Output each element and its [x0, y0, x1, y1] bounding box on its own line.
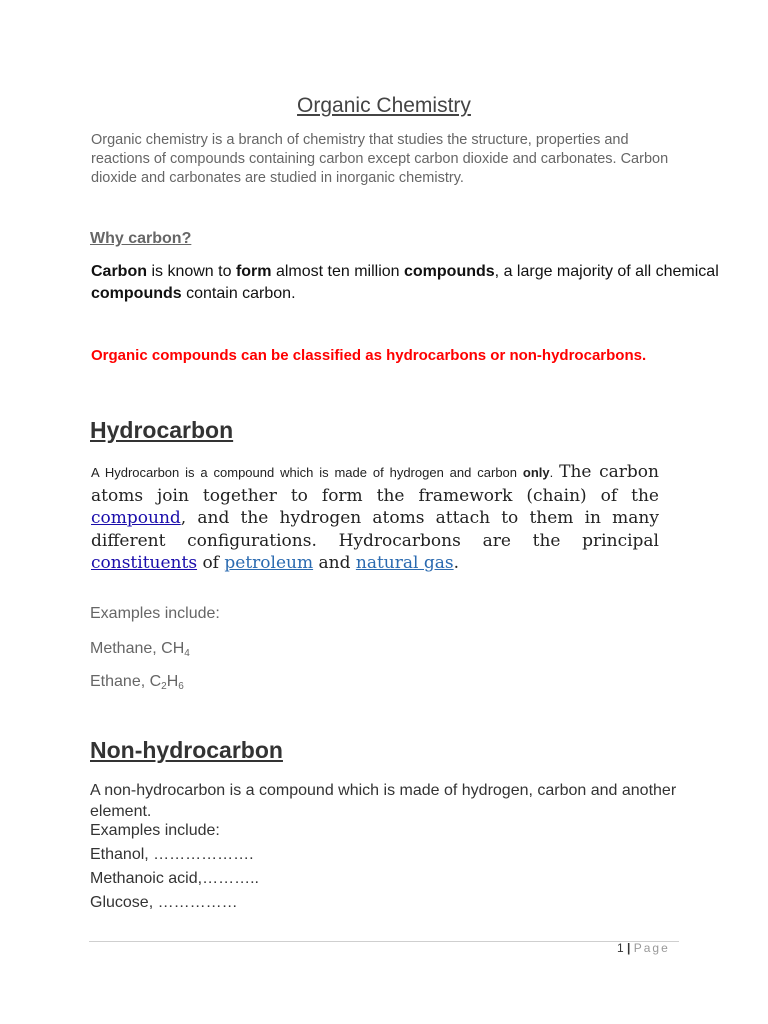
page-title: Organic Chemistry [297, 94, 471, 117]
link-petroleum[interactable]: petroleum [224, 553, 314, 573]
methane-text: Methane, CH [90, 640, 185, 657]
definition-text: A Hydrocarbon is a compound which is made of hydrogen and carbon [91, 465, 523, 480]
example-glucose: Glucose, …………… [90, 894, 238, 911]
text-segment: is known to [147, 263, 236, 280]
examples-label: Examples include: [90, 605, 220, 622]
text-segment: . [453, 553, 459, 573]
hydrocarbon-paragraph [91, 461, 659, 575]
bold-carbon: Carbon [91, 263, 147, 280]
subscript: 4 [184, 648, 190, 659]
page-number: 1 [617, 941, 624, 955]
text-segment: . [549, 465, 560, 480]
footer-divider [89, 941, 679, 942]
intro-paragraph: Organic chemistry is a branch of chemistry that studies the structure, properties and reactions of compounds containing carbon except carbon dioxide and carbonates. Carbon dioxide and carbonates are studied in inorganic chemistry. [91, 132, 669, 186]
classification-statement: Organic compounds can be classified as hydrocarbons or non-hydrocarbons. [91, 347, 647, 364]
example-ethane [90, 673, 184, 692]
bold-compounds-2: compounds [91, 285, 182, 302]
link-constituents[interactable]: constituents [91, 553, 198, 573]
ethane-text: H [166, 673, 179, 690]
non-hydrocarbon-definition: A non-hydrocarbon is a compound which is made of hydrogen, carbon and another element. [90, 782, 677, 820]
subscript: 2 [161, 681, 167, 692]
link-compound[interactable]: compound [91, 508, 181, 528]
subscript: 6 [178, 681, 184, 692]
text-segment: , a large majority of all chemical [494, 263, 719, 280]
text-segment: The carbon atoms join together to form the framework (chain) of the [91, 462, 659, 506]
hydrocarbon-heading: Hydrocarbon [90, 417, 234, 443]
carbon-paragraph [91, 261, 731, 305]
page-footer [617, 941, 670, 955]
bold-form: form [235, 263, 272, 280]
example-ethanol: Ethanol, ………………. [90, 846, 254, 863]
non-hydrocarbon-heading: Non-hydrocarbon [90, 737, 283, 763]
footer-separator: | [627, 941, 631, 955]
text-segment: of [197, 553, 225, 573]
text-segment: contain carbon. [181, 285, 296, 302]
text-segment: , and the hydrogen atoms attach to them in many different configurations. Hydrocarbons are the principal [91, 508, 659, 551]
example-methanoic-acid: Methanoic acid,……….. [90, 870, 259, 887]
ethane-text: Ethane, C [90, 673, 162, 690]
text-segment: almost ten million [271, 263, 404, 280]
examples-label: Examples include: [90, 822, 220, 839]
bold-compounds: compounds [404, 263, 495, 280]
page-label: Page [633, 941, 670, 955]
text-segment: and [313, 553, 356, 573]
link-natural-gas[interactable]: natural gas [355, 553, 454, 573]
example-methane [90, 640, 190, 659]
bold-only: only [522, 465, 550, 480]
why-carbon-heading: Why carbon? [90, 230, 192, 247]
